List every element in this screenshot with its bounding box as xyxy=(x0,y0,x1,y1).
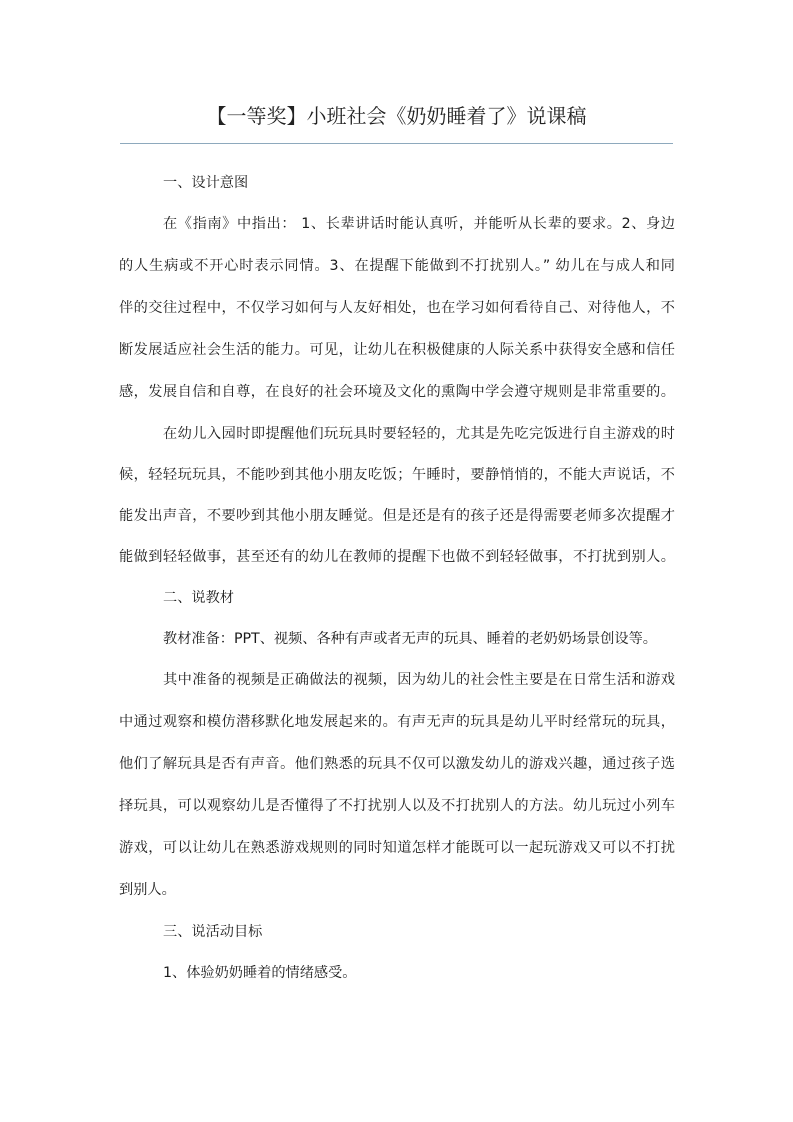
paragraph-line: 择玩具，可以观察幼儿是否懂得了不打扰别人以及不打扰别人的方法。幼儿玩过小列车 xyxy=(119,798,675,814)
document-title: 【一等奖】小班社会《奶奶睡着了》说课稿 xyxy=(206,104,587,128)
paragraph-line: 游戏，可以让幼儿在熟悉游戏规则的同时知道怎样才能既可以一起玩游戏又可以不打扰 xyxy=(119,840,675,856)
paragraph-line: 在《指南》中指出： 1、长辈讲话时能认真听，并能听从长辈的要求。2、身边 xyxy=(163,216,675,232)
paragraph-line: 的人生病或不开心时表示同情。3、在提醒下能做到不打扰别人。” 幼儿在与成人和同 xyxy=(119,258,675,274)
paragraph xyxy=(119,667,675,919)
paragraph-line: 感，发展自信和自尊，在良好的社会环境及文化的熏陶中学会遵守规则是非常重要的。 xyxy=(119,384,675,400)
document-body xyxy=(119,170,675,1001)
paragraph-line: 伴的交往过程中，不仅学习如何与人友好相处，也在学习如何看待自己、对待他人，不 xyxy=(119,300,675,316)
paragraph-line: 断发展适应社会生活的能力。可见，让幼儿在积极健康的人际关系中获得安全感和信任 xyxy=(119,342,675,358)
section-heading-design-intent: 一、设计意图 xyxy=(163,175,249,191)
paragraph-line: 候，轻轻玩玩具，不能吵到其他小朋友吃饭；午睡时，要静悄悄的，不能大声说话，不 xyxy=(119,467,675,483)
section-heading-teaching-material: 二、说教材 xyxy=(163,590,234,606)
section-heading-activity-goals: 三、说活动目标 xyxy=(163,924,263,940)
paragraph-line: 教材准备：PPT、视频、各种有声或者无声的玩具、睡着的老奶奶场景创设等。 xyxy=(163,631,657,647)
paragraph xyxy=(119,211,675,421)
paragraph-line: 能发出声音，不要吵到其他小朋友睡觉。但是还是有的孩子还是得需要老师多次提醒才 xyxy=(119,508,675,524)
paragraph-line: 能做到轻轻做事，甚至还有的幼儿在教师的提醒下也做不到轻轻做事，不打扰到别人。 xyxy=(119,549,675,565)
paragraph xyxy=(119,960,675,1001)
paragraph-line: 中通过观察和模仿潜移默化地发展起来的。有声无声的玩具是幼儿平时经常玩的玩具， xyxy=(119,714,675,730)
paragraph xyxy=(119,626,675,667)
paragraph-line: 他们了解玩具是否有声音。他们熟悉的玩具不仅可以激发幼儿的游戏兴趣，通过孩子选 xyxy=(119,756,675,772)
paragraph-line: 其中准备的视频是正确做法的视频，因为幼儿的社会性主要是在日常生活和游戏 xyxy=(163,672,675,688)
paragraph-line: 1、体验奶奶睡着的情绪感受。 xyxy=(163,965,357,981)
title-divider xyxy=(120,143,673,144)
paragraph-line: 在幼儿入园时即提醒他们玩玩具时要轻轻的，尤其是先吃完饭进行自主游戏的时 xyxy=(163,426,675,442)
paragraph-line: 到别人。 xyxy=(119,882,176,898)
paragraph xyxy=(119,421,675,585)
